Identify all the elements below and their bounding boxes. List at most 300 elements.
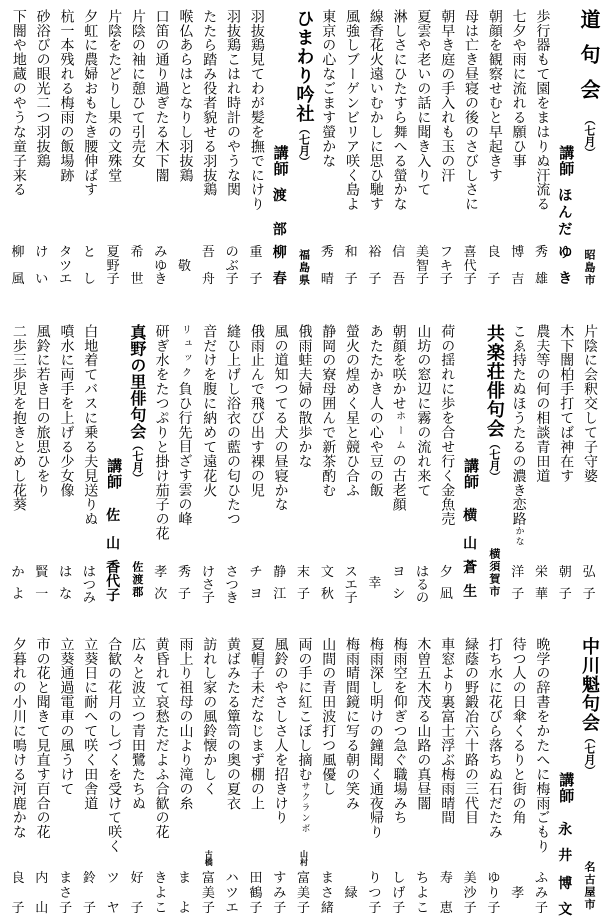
name-char: ん <box>558 205 573 221</box>
name-char: 蒼 <box>463 560 478 576</box>
lecturer-column <box>553 0 577 310</box>
name-char: ツ <box>59 258 73 274</box>
poet-name <box>30 872 54 915</box>
name-char: 子 <box>368 272 382 287</box>
poem-column <box>173 0 197 310</box>
name-char: 子 <box>558 587 572 602</box>
poet-name <box>268 872 292 915</box>
poet-name <box>149 566 173 601</box>
name-char: さ <box>320 886 334 901</box>
name-char: み <box>154 245 168 260</box>
section-title-text: 共楽荘俳句会 <box>483 324 505 438</box>
haiku-text-main: 朝顔を咲かせ <box>390 324 407 411</box>
name-char: 世 <box>130 272 144 287</box>
poem-column <box>363 0 387 310</box>
poem-column <box>220 0 244 310</box>
name-char: み <box>82 591 96 606</box>
name-char: 子 <box>535 901 549 916</box>
poem-column <box>149 620 173 923</box>
name-char: 横 <box>463 508 478 524</box>
haiku-text: 二歩三歩児を抱きとめし花葵 <box>10 324 27 512</box>
name-char: げ <box>392 886 406 901</box>
poem-column <box>506 620 530 923</box>
haiku-text: 風鈴のやさしさ人を招きけり <box>272 637 289 825</box>
name-char: 文 <box>558 902 573 918</box>
name-char: 末 <box>297 565 311 580</box>
lecturer-given-name <box>553 877 577 917</box>
name-char: 田 <box>249 871 263 886</box>
name-char: 鶴 <box>249 886 263 901</box>
name-char: り <box>368 871 382 886</box>
poem-column <box>292 310 316 620</box>
name-char: 喜 <box>463 245 477 260</box>
name-char: 子 <box>297 587 311 602</box>
haiku-text: 立葵通過電車の風うけて <box>58 637 75 796</box>
poet-name <box>506 566 530 601</box>
name-char: 子 <box>297 901 311 916</box>
poem-column <box>458 620 482 923</box>
name-char: 華 <box>535 587 549 602</box>
name-char: 子 <box>487 272 501 287</box>
name-char: つ <box>225 578 239 593</box>
name-char: チ <box>249 565 263 580</box>
haiku-text-main: 両の手に紅こぼし摘む <box>296 637 313 782</box>
poet-name <box>77 246 101 286</box>
haiku-text: 黄昏れて哀愁ただよふ合歓の花 <box>153 637 170 840</box>
poem-column <box>77 310 101 620</box>
name-char: エ <box>59 272 73 287</box>
name-char: よ <box>178 901 192 916</box>
name-char: け <box>35 245 49 260</box>
poem-column <box>244 620 268 923</box>
name-char: 子 <box>82 901 96 916</box>
name-char: 美 <box>416 245 430 260</box>
name-char: 文 <box>320 565 334 580</box>
poet-name <box>339 246 363 286</box>
poem-column <box>30 310 54 620</box>
poem-column <box>434 310 458 620</box>
poem-column <box>54 310 78 620</box>
poem-column <box>149 0 173 310</box>
name-char: 子 <box>201 901 215 916</box>
poet-name <box>101 872 125 915</box>
poet-name <box>506 246 530 286</box>
haiku-text: 夏帽子未だなじまず棚の上 <box>248 637 265 811</box>
poem-column <box>339 620 363 923</box>
poem-column <box>530 620 554 923</box>
lecturer-label: 講師 <box>105 458 124 490</box>
name-char: ほ <box>558 188 573 204</box>
section-title <box>125 324 149 484</box>
haiku-text: 淋しさにひたすら舞へる螢かな <box>391 9 408 212</box>
name-char: 良 <box>487 245 501 260</box>
poet-name <box>363 872 387 915</box>
location: 佐渡郡 <box>130 560 144 598</box>
name-char: 子 <box>344 591 358 606</box>
name-char: 鈴 <box>82 871 96 886</box>
section-title-column <box>577 0 601 310</box>
haiku-text: 羽抜鶏こはれ時計のやうな関 <box>225 9 242 197</box>
name-char: 重 <box>249 245 263 260</box>
name-char: 静 <box>273 565 287 580</box>
name-char: 吾 <box>392 272 406 287</box>
poet-name <box>196 246 220 286</box>
name-char: 一 <box>35 587 49 602</box>
haiku-text: 東京の心なごます螢かな <box>320 9 337 168</box>
name-char: よ <box>11 587 25 602</box>
haiku-text: 木下闇柏手打てば神在す <box>558 324 575 483</box>
haiku-text: 訪れし家の風鈴懐かしく <box>201 637 218 796</box>
name-char: 美 <box>201 886 215 901</box>
poem-column <box>315 620 339 923</box>
section-title <box>577 637 601 776</box>
name-char: 部 <box>272 222 287 238</box>
haiku-text: 車窓より裏富士浮ぶ梅雨晴間 <box>439 637 456 825</box>
haiku-text: 雨上り祖母の山より滝の糸 <box>177 637 194 811</box>
location: 昭島市 <box>583 248 596 286</box>
poet-name <box>149 246 173 286</box>
name-char: フ <box>439 245 453 260</box>
name-char: い <box>35 272 49 287</box>
poet-name <box>292 566 316 601</box>
poet-name <box>196 565 220 606</box>
name-char: 子 <box>511 587 525 602</box>
name-char: 智 <box>416 258 430 274</box>
name-char: 柳 <box>272 245 287 261</box>
poem-column <box>6 310 30 620</box>
name-char: 秋 <box>320 587 334 602</box>
location: 福島県 <box>297 248 311 286</box>
poet-name <box>149 872 173 915</box>
name-char: の <box>225 245 239 260</box>
lecturer-label: 講師 <box>557 772 576 804</box>
haiku-text <box>387 324 411 512</box>
haiku-text: たたら踏み役者貌せる羽抜鶏 <box>201 9 218 197</box>
haiku-text: 縫ひ上げし浴衣の藍の匂ひたつ <box>225 324 242 527</box>
section-month: （七月） <box>130 439 144 484</box>
poet-name <box>77 872 101 915</box>
haiku-text-small: リュック <box>179 324 191 382</box>
name-char: 敬 <box>178 258 192 274</box>
name-char: だ <box>558 222 573 238</box>
name-char: け <box>201 565 215 580</box>
name-char: 晴 <box>320 272 334 287</box>
lecturer-family-name <box>458 509 482 551</box>
name-char: よ <box>154 886 168 901</box>
poet-name <box>434 246 458 286</box>
haiku-text-main: こゑ持たぬほうたるの濃き恋路 <box>510 324 527 527</box>
name-char: さ <box>225 565 239 580</box>
lecturer-column <box>268 0 292 310</box>
haiku-text: 七夕や雨に流れる願ひ事 <box>510 9 527 168</box>
name-char: 秀 <box>535 245 549 260</box>
lecturer-family-name <box>101 509 125 551</box>
name-char: 孝 <box>511 886 525 901</box>
poet-name <box>173 872 197 915</box>
section-title-text: 真野の里俳句会 <box>127 324 147 440</box>
name-char: ゆ <box>154 258 168 274</box>
poet-name <box>30 566 54 601</box>
poet-name <box>292 872 316 915</box>
name-char: 美 <box>297 886 311 901</box>
name-char: み <box>273 886 287 901</box>
name-char: 子 <box>344 272 358 287</box>
poet-name <box>30 246 54 286</box>
name-char: シ <box>392 587 406 602</box>
haiku-text: 夕暮れの小川に鳴ける河鹿かな <box>10 637 27 840</box>
name-char: し <box>392 871 406 886</box>
name-char: 野 <box>106 258 120 274</box>
name-char: 柳 <box>11 245 25 260</box>
haiku-text: 朝顔を観察せむと早起きす <box>486 9 503 183</box>
haiku-text: 歩行器もて園をまはりぬ汗流る <box>534 9 551 212</box>
name-char: ツ <box>106 871 120 886</box>
haiku-text: 梅雨空を仰ぎつ急ぐ職場みち <box>391 637 408 825</box>
haiku-text: あたたかき人の心や豆の飯 <box>367 324 384 498</box>
name-char: る <box>416 578 430 593</box>
name-char: 春 <box>272 271 287 287</box>
lecturer-column <box>458 310 482 620</box>
poet-name <box>411 872 435 915</box>
section-title-text: ひまわり吟社 <box>293 9 315 123</box>
poem-column <box>101 0 125 310</box>
haiku-text: 口笛の通り過ぎたる木下闇 <box>153 9 170 183</box>
poet-name <box>196 872 220 915</box>
section-title-column <box>292 0 316 310</box>
poet-name <box>315 566 339 601</box>
haiku-text: 音だけを腹に納めて遠花火 <box>201 324 218 498</box>
poem-column <box>387 310 411 620</box>
haiku-text: 羽抜鶏見てわが髪を撫でにけり <box>248 9 265 212</box>
name-char: 孝 <box>154 565 168 580</box>
poet-name <box>220 872 244 915</box>
lecturer-given-name <box>268 246 292 286</box>
poet-name <box>54 872 78 915</box>
haiku-text-tail: の古老顔 <box>390 453 407 512</box>
poet-name <box>220 565 244 606</box>
name-char: 秀 <box>320 245 334 260</box>
poet-name <box>458 246 482 286</box>
name-char: は <box>59 565 73 580</box>
name-char: 井 <box>558 848 573 864</box>
poet-name-prefix: 山村 <box>299 850 309 866</box>
name-char: 弘 <box>582 565 596 580</box>
poet-name <box>315 872 339 915</box>
name-char: 永 <box>558 822 573 838</box>
poem-column <box>54 0 78 310</box>
poem-column <box>196 310 220 620</box>
location: 名古屋市 <box>583 861 596 911</box>
poem-column <box>434 620 458 923</box>
poem-column <box>553 310 577 620</box>
haiku-text: 梅雨晴間鏡に写る朝の笑み <box>344 637 361 811</box>
poet-name <box>54 566 78 601</box>
haiku-text: 白地着てバスに乗る夫見送りぬ <box>82 324 99 527</box>
poem-column <box>77 0 101 310</box>
name-char: 子 <box>416 272 430 287</box>
poet-name <box>482 872 506 915</box>
haiku-text: 風の道知つてる犬の昼寝かな <box>272 324 289 512</box>
name-char: ヤ <box>106 901 120 916</box>
poem-column <box>577 310 601 620</box>
name-char: さ <box>201 578 215 593</box>
poet-name <box>268 566 292 601</box>
poet-name <box>244 246 268 286</box>
poet-name <box>244 566 268 601</box>
poet-name <box>482 246 506 286</box>
section-title-column <box>125 310 149 620</box>
haiku-text <box>173 324 197 526</box>
haiku-text: 夕虹に農婦おもたき腰伸ばす <box>82 9 99 197</box>
poem-column <box>339 310 363 620</box>
name-char: タ <box>59 245 73 260</box>
haiku-text: 緑蔭の野鍛冶六十路の三代目 <box>463 637 480 825</box>
haiku-text <box>506 324 530 547</box>
band-middle <box>0 310 610 620</box>
haiku-text: 螢火の煌めく星と競ひ合ふ <box>344 324 361 498</box>
poem-column <box>411 310 435 620</box>
poem-column <box>506 0 530 310</box>
name-char: 江 <box>273 587 287 602</box>
name-char: 子 <box>11 901 25 916</box>
poet-name <box>339 872 363 915</box>
name-char: 幸 <box>368 576 382 591</box>
poem-column <box>482 0 506 310</box>
section-month: （七月） <box>583 732 596 776</box>
name-char: 子 <box>487 901 501 916</box>
name-char: き <box>154 272 168 287</box>
poem-column <box>482 620 506 923</box>
poet-name <box>363 246 387 286</box>
name-char: ハ <box>225 871 239 886</box>
poem-column <box>411 620 435 923</box>
poet-name <box>54 246 78 286</box>
name-char: 富 <box>201 871 215 886</box>
name-char: 子 <box>582 587 596 602</box>
name-char: 好 <box>130 871 144 886</box>
section-title-text: 中川魁句会 <box>579 637 600 732</box>
haiku-text: 黄ばみたる簞笥の奥の夏衣 <box>225 637 242 811</box>
name-char: 子 <box>59 901 73 916</box>
poem-column <box>6 0 30 310</box>
name-char: 子 <box>106 588 121 604</box>
lecturer-column <box>553 620 577 923</box>
name-char: 夕 <box>439 565 453 580</box>
haiku-text-small: サクランボ <box>299 781 310 834</box>
name-char: 富 <box>297 871 311 886</box>
name-char: き <box>558 271 573 287</box>
name-char: ま <box>178 871 192 886</box>
section-title <box>577 9 601 158</box>
name-char: 内 <box>35 871 49 886</box>
poem-column <box>173 310 197 620</box>
haiku-text: 市の花と聞きて見直す百合の花 <box>34 637 51 840</box>
haiku-text: 俄雨蛙夫婦の散歩かな <box>296 324 313 469</box>
haiku-text: 喉仏あらはとなりし羽抜鶏 <box>177 9 194 183</box>
poet-name <box>77 565 101 606</box>
lecturer-given-name <box>553 246 577 286</box>
name-char: 生 <box>463 584 478 600</box>
haiku-text: 母は亡き昼寝の後のさびしさに <box>463 9 480 212</box>
name-char: 子 <box>463 901 477 916</box>
poem-column <box>411 0 435 310</box>
haiku-text: 夏雲や老いの話に聞き入りて <box>415 9 432 197</box>
name-char: 山 <box>106 536 121 552</box>
name-char: 沙 <box>463 886 477 901</box>
name-char: き <box>154 871 168 886</box>
name-char: つ <box>82 578 96 593</box>
name-char: 博 <box>558 876 573 892</box>
name-char: 子 <box>273 901 287 916</box>
name-char: キ <box>439 258 453 274</box>
name-char: 朝 <box>558 565 572 580</box>
poem-column <box>530 0 554 310</box>
haiku-text: 研ぎ水をたつぷりと掛け茄子の花 <box>153 324 170 541</box>
name-char: ぶ <box>225 258 239 274</box>
poem-column <box>173 620 197 923</box>
haiku-text: 片陰の袖に憩ひて引売女 <box>129 9 146 168</box>
poet-name <box>173 566 197 601</box>
poet-name <box>6 246 30 286</box>
poet-name <box>220 246 244 286</box>
haiku-text: 片陰に会釈交して子守婆 <box>582 324 598 483</box>
poem-column <box>125 620 149 923</box>
haiku-text: 立葵日に耐へて咲く田舎道 <box>82 637 99 811</box>
name-char: 洋 <box>511 565 525 580</box>
haiku-text: 農夫等の何の相談青田道 <box>534 324 551 483</box>
name-char: 風 <box>11 272 25 287</box>
section-month: （七月） <box>583 114 596 158</box>
name-char: エ <box>344 578 358 593</box>
name-char: こ <box>416 901 430 916</box>
name-char: 代 <box>106 574 121 590</box>
section-month: （七月） <box>297 123 311 167</box>
haiku-text: 砂浴びの眼光二つ羽抜鶏 <box>34 9 51 168</box>
haiku-text: 広々と波立つ青田鷺たちぬ <box>129 637 146 811</box>
poet-name <box>458 872 482 915</box>
poem-column <box>220 310 244 620</box>
poem-column <box>149 310 173 620</box>
poet-name <box>411 246 435 286</box>
lecturer-label: 講師 <box>271 145 290 177</box>
poet-name <box>434 566 458 601</box>
name-char: 次 <box>154 587 168 602</box>
name-char: 子 <box>463 272 477 287</box>
haiku-text: 山間の青田波打つ風優し <box>320 637 337 796</box>
section-month: （七月） <box>487 438 501 482</box>
name-char: 和 <box>344 245 358 260</box>
poem-column <box>268 620 292 923</box>
poem-column <box>268 310 292 620</box>
name-char: 賢 <box>35 565 49 580</box>
poem-column <box>315 310 339 620</box>
name-char: 子 <box>178 587 192 602</box>
name-char: 子 <box>249 272 263 287</box>
name-char: 緒 <box>320 901 334 916</box>
poem-column <box>387 0 411 310</box>
name-char: ツ <box>225 886 239 901</box>
name-char: ヨ <box>392 565 406 580</box>
poem-column <box>101 620 125 923</box>
poet-name <box>387 872 411 915</box>
poem-column <box>506 310 530 620</box>
band-top <box>0 0 610 310</box>
poem-column <box>30 620 54 923</box>
name-char: ゆ <box>487 871 501 886</box>
name-char: 信 <box>392 245 406 260</box>
haiku-text-tail: 負ひ行先目ざす雲の峰 <box>176 381 193 527</box>
name-char: 子 <box>392 901 406 916</box>
